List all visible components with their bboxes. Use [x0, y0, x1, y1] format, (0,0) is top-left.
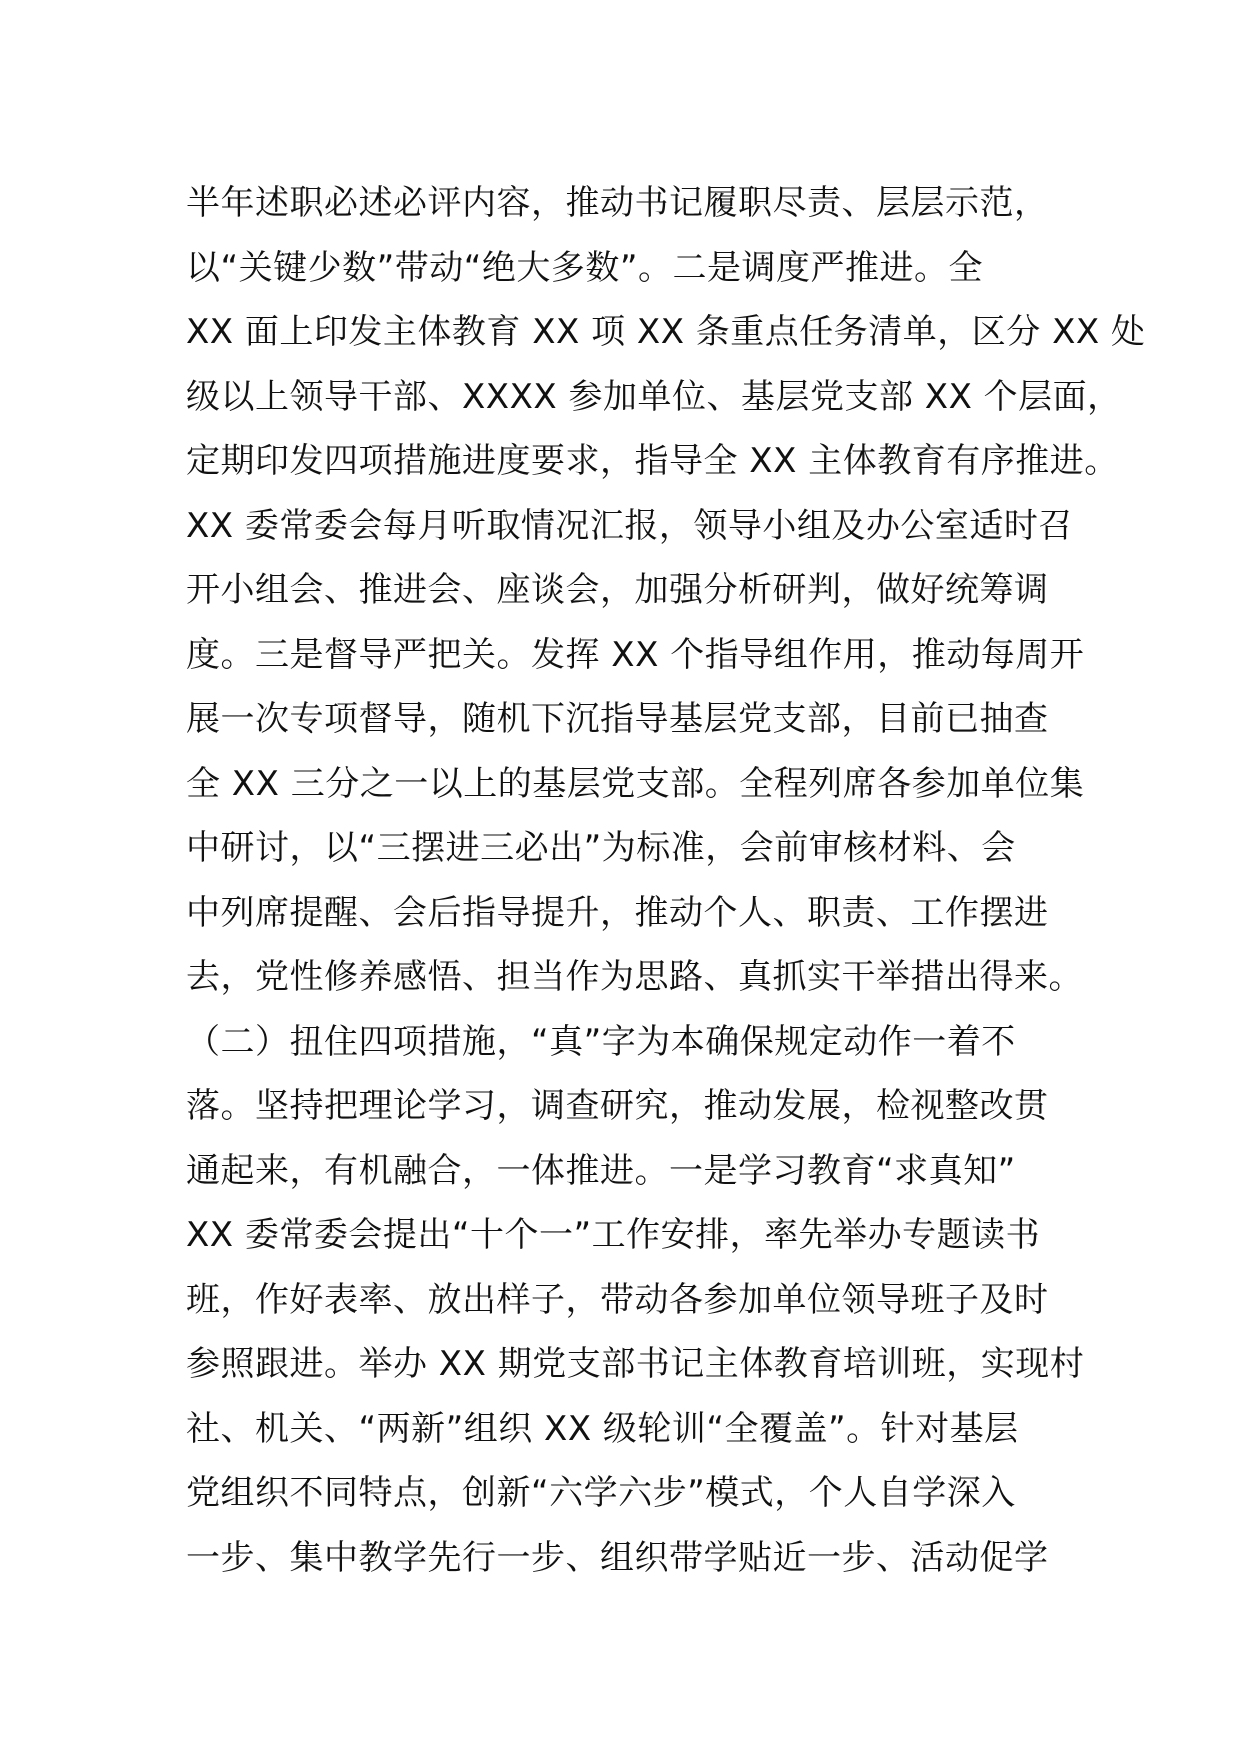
text-line: 党组织不同特点，创新“六学六步”模式，个人自学深入: [186, 1473, 1016, 1513]
text-line: 参照跟进。举办 XX 期党支部书记主体教育培训班，实现村: [186, 1344, 1085, 1384]
text-line: 中研讨，以“三摆进三必出”为标准，会前审核材料、会: [186, 828, 1016, 868]
text-line: 社、机关、“两新”组织 XX 级轮训“全覆盖”。针对基层: [186, 1408, 1019, 1449]
text-line: 度。三是督导严把关。发挥 XX 个指导组作用，推动每周开: [186, 634, 1085, 675]
text-line: 班，作好表率、放出样子，带动各参加单位领导班子及时: [186, 1279, 1049, 1320]
text-line: 级以上领导干部、XXXX 参加单位、基层党支部 XX 个层面，: [186, 376, 1122, 417]
text-line: 展一次专项督导，随机下沉指导基层党支部，目前已抽查: [186, 699, 1049, 739]
text-line: 落。坚持把理论学习，调查研究，推动发展，检视整改贯: [186, 1086, 1049, 1126]
text-line: XX 面上印发主体教育 XX 项 XX 条重点任务清单，区分 XX 处: [186, 312, 1146, 352]
text-line: 中列席提醒、会后指导提升，推动个人、职责、工作摆进: [186, 892, 1049, 933]
text-line: 以“关键少数”带动“绝大多数”。二是调度严推进。全: [186, 247, 983, 288]
text-line: 定期印发四项措施进度要求，指导全 XX 主体教育有序推进。: [186, 441, 1119, 481]
text-line: XX 委常委会每月听取情况汇报，领导小组及办公室适时召: [186, 505, 1073, 546]
text-line: 半年述职必述必评内容，推动书记履职尽责、层层示范，: [186, 183, 1049, 223]
text-line: 开小组会、推进会、座谈会，加强分析研判，做好统筹调: [186, 570, 1049, 610]
body-text: [186, 171, 1146, 1590]
text-line: 去，党性修养感悟、担当作为思路、真抓实干举措出得来。: [186, 957, 1083, 997]
text-line: （二）扭住四项措施，“真”字为本确保规定动作一着不: [186, 1021, 1016, 1062]
text-line: XX 委常委会提出“十个一”工作安排，率先举办专题读书: [186, 1215, 1041, 1255]
text-line: 全 XX 三分之一以上的基层党支部。全程列席各参加单位集: [186, 763, 1085, 804]
text-line: 一步、集中教学先行一步、组织带学贴近一步、活动促学: [186, 1537, 1049, 1578]
text-line: 通起来，有机融合，一体推进。一是学习教育“求真知”: [186, 1150, 1016, 1191]
